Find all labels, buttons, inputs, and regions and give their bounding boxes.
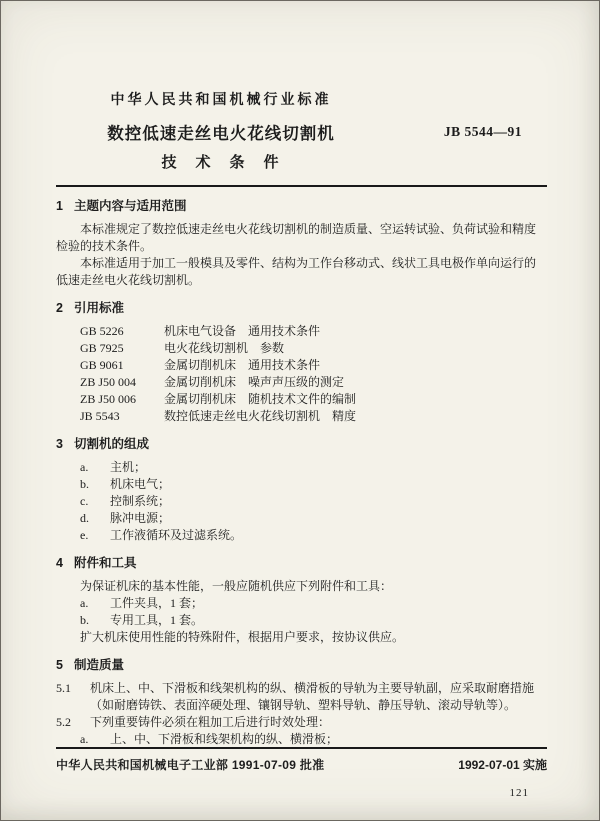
section-4-number: 4 [56,556,63,570]
list-item-label: c. [80,494,89,508]
clause-text: 机床上、中、下滑板和线架机构的纵、横滑板的导轨为主要导轨副，应采取耐磨措施（如耐磨铸铁、表面淬硬处理、镶钢导轨、塑料导轨、静压导轨、滚动导轨等）。 [90,681,535,712]
reference-code: GB 5226 [80,324,124,338]
standard-type-title: 中华人民共和国机械行业标准 [110,91,332,107]
section-1-paragraph-1: 本标准规定了数控低速走丝电火花线切割机的制造质量、空运转试验、负荷试验和精度检验的技术条件。 [56,222,537,253]
section-3-title: 切割机的组成 [74,437,150,451]
reference-code: GB 9061 [80,358,124,372]
list-item [80,510,547,527]
section-1-heading [56,198,547,215]
composition-list [56,459,547,544]
section-5-number: 5 [56,658,63,672]
section-4-paragraph-1: 为保证机床的基本性能，一般应随机供应下列附件和工具： [80,579,393,593]
section-4-title: 附件和工具 [74,556,137,570]
reference-item [80,408,547,425]
list-item-label: e. [80,528,89,542]
list-item-label: b. [80,477,89,491]
list-item [80,527,547,544]
list-item-text: 主机； [110,460,147,474]
section-3-heading [56,436,547,453]
list-item-text: 机床电气； [110,477,171,491]
list-item-label: d. [80,511,89,525]
document-title-line2: 技 术 条 件 [161,154,281,171]
section-1-title: 主题内容与适用范围 [74,199,187,213]
list-item [80,493,547,510]
section-3-number: 3 [56,437,63,451]
clause-text: 下列重要铸件必须在粗加工后进行时效处理： [90,715,331,729]
list-item-text: 控制系统； [110,494,171,508]
reference-item [80,357,547,374]
reference-code: ZB J50 004 [80,375,137,389]
reference-code: ZB J50 006 [80,392,137,406]
reference-title: 数控低速走丝电火花线切割机 精度 [164,409,357,423]
section-4-heading [56,555,547,572]
section-2-title: 引用标准 [74,301,125,315]
reference-code: GB 7925 [80,341,124,355]
list-item-label: a. [80,460,89,474]
list-item-text: 脉冲电源； [110,511,171,525]
list-item-label: b. [80,613,89,627]
list-item [80,612,547,629]
header-rule [56,185,547,187]
section-4-paragraph-2: 扩大机床使用性能的特殊附件，根据用户要求，按协议供应。 [80,630,405,644]
reference-item [80,391,547,408]
reference-title: 金属切削机床 噪声声压级的测定 [164,375,345,389]
list-item-label: a. [80,596,89,610]
clause-number: 5.2 [56,715,71,729]
reference-code: JB 5543 [80,409,120,423]
clause-5-1 [56,680,547,714]
page-number: 121 [509,787,529,799]
document-footer [56,747,547,773]
reference-item [80,374,547,391]
section-1-number: 1 [56,199,63,213]
reference-title: 机床电气设备 通用技术条件 [164,324,321,338]
list-item-text: 专用工具，1 套。 [110,613,204,627]
reference-standards-list [80,323,547,425]
list-item-text: 工件夹具，1 套； [110,596,204,610]
list-item [80,731,547,748]
list-item [80,476,547,493]
reference-title: 金属切削机床 随机技术文件的编制 [164,392,357,406]
section-1-paragraph-2: 本标准适用于加工一般模具及零件、结构为工作台移动式、线状工具电极作单向运行的低速走丝电火花线切割机。 [56,256,537,287]
approval-note: 中华人民共和国机械电子工业部 1991-07-09 批准 [56,758,325,772]
clause-5-2 [56,714,547,731]
list-item [80,459,547,476]
implementation-date: 1992-07-01 实施 [458,758,547,772]
reference-title: 金属切削机床 通用技术条件 [164,358,321,372]
list-item-text: 上、中、下滑板和线架机构的纵、横滑板； [110,732,339,746]
reference-item [80,323,547,340]
reference-title: 电火花线切割机 参数 [164,341,285,355]
list-item [80,595,547,612]
section-2-heading [56,300,547,317]
section-5-heading [56,657,547,674]
document-title-line1: 数控低速走丝电火花线切割机 [107,125,335,143]
section-5-title: 制造质量 [74,658,125,672]
list-item-label: a. [80,732,89,746]
list-item-text: 工作液循环及过滤系统。 [110,528,243,542]
document-header [56,1,547,187]
reference-item [80,340,547,357]
clause-number: 5.1 [56,681,71,695]
section-2-number: 2 [56,301,63,315]
document-body [56,198,547,748]
standard-number: JB 5544—91 [443,124,522,139]
